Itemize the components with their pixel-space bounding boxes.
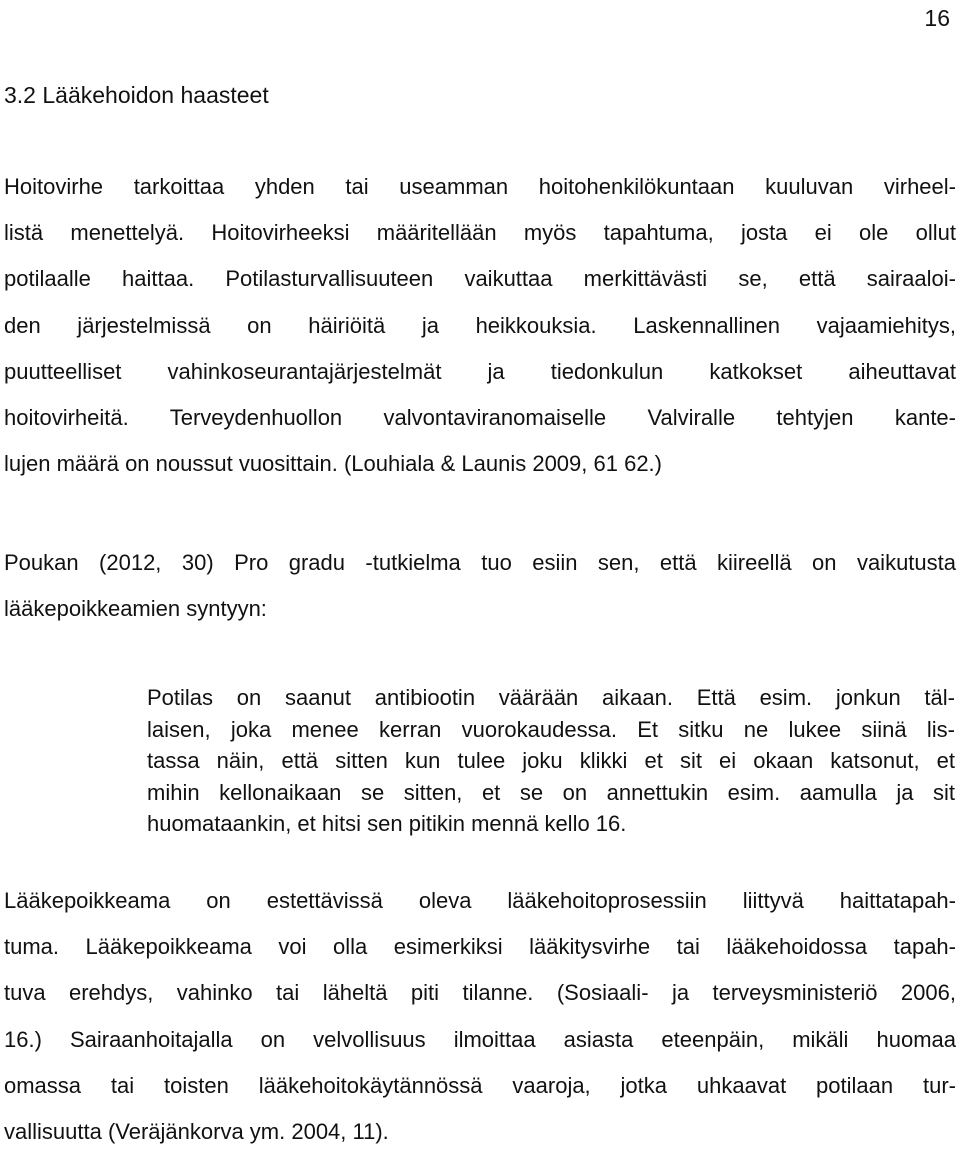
paragraph-line: Lääkepoikkeama on estettävissä oleva lääkehoitoprosessiin liittyvä haittatapah- xyxy=(4,888,956,913)
paragraph-line: lujen määrä on noussut vuosittain. (Louhiala & Launis 2009, 61 62.) xyxy=(4,451,662,477)
paragraph-line: Hoitovirhe tarkoittaa yhden tai useamman hoitohenkilökuntaan kuuluvan virheel- xyxy=(4,174,956,199)
paragraph-poukka xyxy=(4,540,956,632)
paragraph-line: vallisuutta (Veräjänkorva ym. 2004, 11). xyxy=(4,1119,389,1145)
paragraph-line: tuva erehdys, vahinko tai läheltä piti tilanne. (Sosiaali- ja terveysministeriö 2006, xyxy=(4,980,956,1006)
quote-line: mihin kellonaikaan se sitten, et se on annettukin esim. aamulla ja sit xyxy=(147,779,955,805)
paragraph-line: listä menettelyä. Hoitovirheeksi määritellään myös tapahtuma, josta ei ole ollut xyxy=(4,220,956,246)
paragraph-line: potilaalle haittaa. Potilasturvallisuuteen vaikuttaa merkittävästi se, että sairaaloi- xyxy=(4,266,956,292)
paragraph-laakepoikkeama xyxy=(4,878,956,1155)
paragraph-line: Poukan (2012, 30) Pro gradu -tutkielma tuo esiin sen, että kiireellä on vaikutusta xyxy=(4,550,956,575)
paragraph-line: 16.) Sairaanhoitajalla on velvollisuus ilmoittaa asiasta eteenpäin, mikäli huomaa xyxy=(4,1026,956,1052)
paragraph-line: tuma. Lääkepoikkeama voi olla esimerkiksi lääkitysvirhe tai lääkehoidossa tapah- xyxy=(4,934,956,960)
paragraph-line: hoitovirheitä. Terveydenhuollon valvontaviranomaiselle Valviralle tehtyjen kante- xyxy=(4,405,956,431)
quote-line: huomataankin, et hitsi sen pitikin mennä kello 16. xyxy=(147,811,627,837)
section-heading: 3.2 Lääkehoidon haasteet xyxy=(4,82,269,108)
quote-line: tassa näin, että sitten kun tulee joku klikki et sit ei okaan katsonut, et xyxy=(147,748,955,774)
quote-line: Potilas on saanut antibiootin väärään aikaan. Että esim. jonkun täl- xyxy=(147,685,955,710)
paragraph-line: omassa tai toisten lääkehoitokäytännössä vaaroja, jotka uhkaavat potilaan tur- xyxy=(4,1072,956,1098)
quote-line: laisen, joka menee kerran vuorokaudessa. Et sitku ne lukee siinä lis- xyxy=(147,716,955,742)
paragraph-line: lääkepoikkeamien syntyyn: xyxy=(4,596,267,622)
paragraph-line: puutteelliset vahinkoseurantajärjestelmät ja tiedonkulun katkokset aiheuttavat xyxy=(4,358,956,384)
paragraph-hoitovirhe xyxy=(4,164,956,487)
paragraph-line: den järjestelmissä on häiriöitä ja heikkouksia. Laskennallinen vajaamiehitys, xyxy=(4,312,956,338)
page-number: 16 xyxy=(924,5,950,31)
block-quote xyxy=(147,682,955,840)
